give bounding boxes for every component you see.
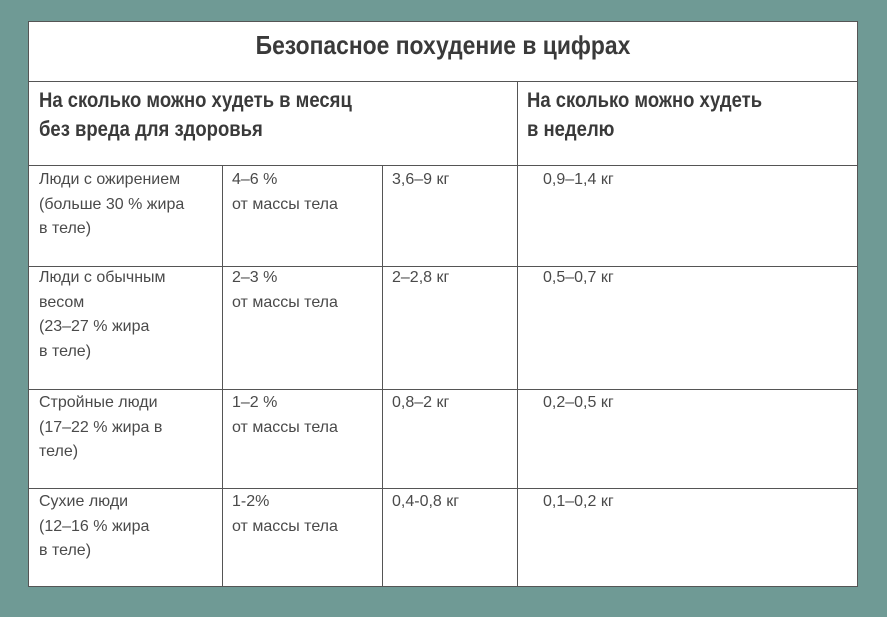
table-row-2-group <box>39 266 166 364</box>
header-month <box>39 86 352 144</box>
table-row-4-kg-month: 0,4-0,8 кг <box>392 493 460 510</box>
percent-note: от массы тела <box>232 517 338 535</box>
header-week-line-1: На сколько можно худеть <box>527 89 763 112</box>
group-line: в теле) <box>39 342 92 360</box>
table-row-2-percent <box>232 266 338 315</box>
column-divider-percent <box>222 166 223 587</box>
table-row-4-percent <box>232 490 338 539</box>
percent-note: от массы тела <box>232 195 338 213</box>
row-divider-3 <box>29 488 857 489</box>
header-week <box>527 86 762 144</box>
weight-loss-table <box>28 21 858 587</box>
table-row-2-kg-week: 0,5–0,7 кг <box>543 269 614 286</box>
table-row-1-kg-month: 3,6–9 кг <box>392 171 450 188</box>
group-line: (12–16 % жира <box>39 517 150 535</box>
table-row-2-kg-month: 2–2,8 кг <box>392 269 450 286</box>
group-line: весом <box>39 293 85 311</box>
group-line: Сухие люди <box>39 493 129 510</box>
table-row-3-kg-month: 0,8–2 кг <box>392 394 450 411</box>
header-week-line-2: в неделю <box>527 118 615 141</box>
group-line: Люди с обычным <box>39 269 166 286</box>
table-row-3-group <box>39 391 162 465</box>
percent-value: 2–3 % <box>232 269 278 286</box>
group-line: в теле) <box>39 542 92 559</box>
group-line: в теле) <box>39 220 92 237</box>
percent-note: от массы тела <box>232 418 338 436</box>
column-divider-kg <box>382 166 383 587</box>
group-line: Стройные люди <box>39 394 158 411</box>
percent-value: 4–6 % <box>232 171 278 188</box>
table-row-1-kg-week: 0,9–1,4 кг <box>543 171 614 188</box>
table-row-3-percent <box>232 391 338 440</box>
group-line: теле) <box>39 443 79 460</box>
header-divider <box>29 165 857 166</box>
table-row-1-percent <box>232 168 338 217</box>
table-title: Безопасное похудение в цифрах <box>255 30 631 60</box>
group-line: Люди с ожирением <box>39 171 181 188</box>
column-divider-week <box>517 82 518 587</box>
percent-note: от массы тела <box>232 293 338 311</box>
group-line: (17–22 % жира в <box>39 418 163 436</box>
percent-value: 1-2% <box>232 493 270 510</box>
row-divider-2 <box>29 389 857 390</box>
group-line: (больше 30 % жира <box>39 195 185 213</box>
table-row-3-kg-week: 0,2–0,5 кг <box>543 394 614 411</box>
header-month-line-2: без вреда для здоровья <box>39 118 263 141</box>
percent-value: 1–2 % <box>232 394 278 411</box>
table-row-1-group <box>39 168 184 242</box>
table-row-4-kg-week: 0,1–0,2 кг <box>543 493 614 510</box>
table-row-4-group <box>39 490 149 564</box>
header-month-line-1: На сколько можно худеть в месяц <box>39 89 352 112</box>
group-line: (23–27 % жира <box>39 318 150 335</box>
